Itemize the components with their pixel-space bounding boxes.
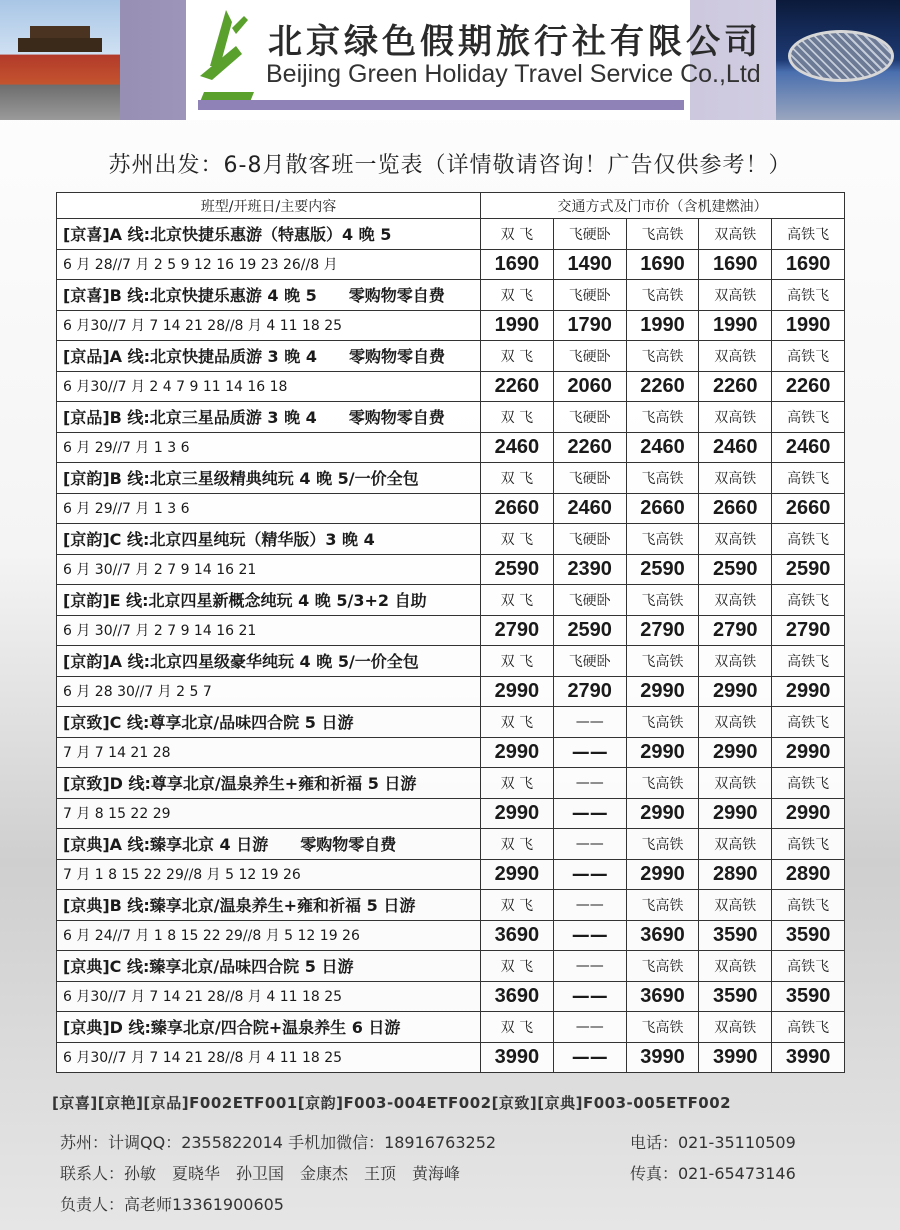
route-name-row bbox=[57, 585, 845, 616]
route-name: [京韵]A 线:北京四星级豪华纯玩 4 晚 5/一价全包 bbox=[57, 646, 481, 677]
price-cell: 2990 bbox=[626, 737, 699, 768]
transport-mode: —— bbox=[553, 890, 626, 921]
price-cell: 2660 bbox=[481, 493, 554, 524]
route-name-row bbox=[57, 280, 845, 311]
route-name-row bbox=[57, 1012, 845, 1043]
transport-mode: 高铁飞 bbox=[772, 219, 845, 250]
page-title: 苏州出发：6-8月散客班一览表（详情敬请咨询！广告仅供参考！） bbox=[108, 153, 792, 178]
transport-mode: 飞高铁 bbox=[626, 1012, 699, 1043]
departure-dates: 6 月 24//7 月 1 8 15 22 29//8 月 5 12 19 26 bbox=[57, 920, 481, 951]
transport-mode: 双 飞 bbox=[481, 768, 554, 799]
price-cell: 2260 bbox=[699, 371, 772, 402]
contact-persons: 联系人：孙敏 夏晓华 孙卫国 金康杰 王顶 黄海峰 bbox=[60, 1164, 461, 1183]
route-name: [京韵]C 线:北京四星纯玩（精华版）3 晚 4 bbox=[57, 524, 481, 555]
transport-mode: 双高铁 bbox=[699, 951, 772, 982]
route-name-row bbox=[57, 890, 845, 921]
contact-fax: 传真：021-65473146 bbox=[630, 1164, 796, 1183]
transport-mode: 双高铁 bbox=[699, 219, 772, 250]
transport-mode: 高铁飞 bbox=[772, 951, 845, 982]
transport-mode: 飞高铁 bbox=[626, 524, 699, 555]
price-cell: 2460 bbox=[626, 432, 699, 463]
price-cell: 1690 bbox=[772, 249, 845, 280]
price-cell: 3590 bbox=[772, 981, 845, 1012]
price-cell: 2460 bbox=[699, 432, 772, 463]
departure-dates: 6 月30//7 月 7 14 21 28//8 月 4 11 18 25 bbox=[57, 981, 481, 1012]
price-cell: 1690 bbox=[626, 249, 699, 280]
transport-mode: 双 飞 bbox=[481, 585, 554, 616]
transport-mode: 高铁飞 bbox=[772, 524, 845, 555]
transport-mode: 高铁飞 bbox=[772, 707, 845, 738]
route-name: [京品]A 线:北京快捷品质游 3 晚 4 零购物零自费 bbox=[57, 341, 481, 372]
departure-dates: 7 月 8 15 22 29 bbox=[57, 798, 481, 829]
transport-mode: 双 飞 bbox=[481, 951, 554, 982]
transport-mode: 双高铁 bbox=[699, 402, 772, 433]
logo-underline bbox=[198, 100, 684, 110]
price-cell: 2990 bbox=[772, 798, 845, 829]
transport-mode: 高铁飞 bbox=[772, 1012, 845, 1043]
price-cell: 2590 bbox=[553, 615, 626, 646]
transport-mode: 飞硬卧 bbox=[553, 524, 626, 555]
transport-mode: 高铁飞 bbox=[772, 890, 845, 921]
route-name: [京品]B 线:北京三星品质游 3 晚 4 零购物零自费 bbox=[57, 402, 481, 433]
price-cell: 1990 bbox=[481, 310, 554, 341]
transport-mode: 双高铁 bbox=[699, 585, 772, 616]
route-price-row bbox=[57, 798, 845, 829]
transport-mode: 双高铁 bbox=[699, 1012, 772, 1043]
price-cell: 2890 bbox=[772, 859, 845, 890]
price-cell: 1690 bbox=[699, 249, 772, 280]
route-name: [京致]C 线:尊享北京/品味四合院 5 日游 bbox=[57, 707, 481, 738]
route-price-row bbox=[57, 920, 845, 951]
price-cell: 2990 bbox=[481, 737, 554, 768]
route-price-row bbox=[57, 310, 845, 341]
route-name-row bbox=[57, 219, 845, 250]
transport-column-header: 交通方式及门市价（含机建燃油） bbox=[481, 193, 845, 219]
price-cell: 2460 bbox=[772, 432, 845, 463]
transport-mode: 飞硬卧 bbox=[553, 219, 626, 250]
price-cell: 3690 bbox=[626, 920, 699, 951]
transport-mode: 双高铁 bbox=[699, 768, 772, 799]
transport-mode: —— bbox=[553, 951, 626, 982]
transport-mode: 双高铁 bbox=[699, 524, 772, 555]
price-cell: —— bbox=[553, 920, 626, 951]
price-cell: 2260 bbox=[553, 432, 626, 463]
price-cell: 2990 bbox=[699, 798, 772, 829]
price-cell: 2890 bbox=[699, 859, 772, 890]
price-cell: 3990 bbox=[626, 1042, 699, 1073]
route-name: [京致]D 线:尊享北京/温泉养生+雍和祈福 5 日游 bbox=[57, 768, 481, 799]
transport-mode: 高铁飞 bbox=[772, 585, 845, 616]
price-cell: 2460 bbox=[481, 432, 554, 463]
transport-mode: 双 飞 bbox=[481, 402, 554, 433]
transport-mode: 双 飞 bbox=[481, 646, 554, 677]
transport-mode: 双高铁 bbox=[699, 646, 772, 677]
route-price-row bbox=[57, 249, 845, 280]
price-cell: 1490 bbox=[553, 249, 626, 280]
route-name: [京典]A 线:臻享北京 4 日游 零购物零自费 bbox=[57, 829, 481, 860]
departure-dates: 7 月 7 14 21 28 bbox=[57, 737, 481, 768]
transport-mode: 飞硬卧 bbox=[553, 341, 626, 372]
transport-mode: 飞高铁 bbox=[626, 585, 699, 616]
price-cell: 2990 bbox=[626, 798, 699, 829]
route-name: [京喜]B 线:北京快捷乐惠游 4 晚 5 零购物零自费 bbox=[57, 280, 481, 311]
transport-mode: 飞高铁 bbox=[626, 280, 699, 311]
transport-mode: 高铁飞 bbox=[772, 829, 845, 860]
route-name-row bbox=[57, 829, 845, 860]
green-holiday-logo-icon bbox=[196, 6, 266, 106]
transport-mode: —— bbox=[553, 768, 626, 799]
transport-mode: 双 飞 bbox=[481, 829, 554, 860]
route-name-row bbox=[57, 768, 845, 799]
route-name: [京喜]A 线:北京快捷乐惠游（特惠版）4 晚 5 bbox=[57, 219, 481, 250]
price-cell: 2990 bbox=[626, 676, 699, 707]
transport-mode: 飞高铁 bbox=[626, 890, 699, 921]
route-name: [京典]C 线:臻享北京/品味四合院 5 日游 bbox=[57, 951, 481, 982]
transport-mode: 飞硬卧 bbox=[553, 646, 626, 677]
license-codes: [京喜][京艳][京品]F002ETF001[京韵]F003-004ETF002[京致][京典]F003-005ETF002 bbox=[52, 1094, 732, 1112]
transport-mode: 双高铁 bbox=[699, 280, 772, 311]
transport-mode: 高铁飞 bbox=[772, 341, 845, 372]
price-cell: 1990 bbox=[699, 310, 772, 341]
transport-mode: 双 飞 bbox=[481, 524, 554, 555]
route-column-header: 班型/开班日/主要内容 bbox=[57, 193, 481, 219]
route-name-row bbox=[57, 341, 845, 372]
price-cell: 2990 bbox=[699, 676, 772, 707]
price-cell: 2990 bbox=[699, 737, 772, 768]
route-name: [京典]D 线:臻享北京/四合院+温泉养生 6 日游 bbox=[57, 1012, 481, 1043]
price-cell: 1990 bbox=[772, 310, 845, 341]
route-name-row bbox=[57, 951, 845, 982]
price-cell: 2990 bbox=[772, 737, 845, 768]
price-cell: 3990 bbox=[699, 1042, 772, 1073]
price-cell: 2790 bbox=[481, 615, 554, 646]
route-price-row bbox=[57, 859, 845, 890]
transport-mode: 双 飞 bbox=[481, 219, 554, 250]
contact-qq-phone: 苏州：计调QQ：2355822014 手机加微信：18916763252 bbox=[60, 1133, 497, 1152]
transport-mode: 飞高铁 bbox=[626, 463, 699, 494]
route-name-row bbox=[57, 707, 845, 738]
departure-dates: 6 月 28//7 月 2 5 9 12 16 19 23 26//8 月 bbox=[57, 249, 481, 280]
transport-mode: 飞硬卧 bbox=[553, 402, 626, 433]
route-price-row bbox=[57, 615, 845, 646]
route-price-row bbox=[57, 1042, 845, 1073]
transport-mode: 飞硬卧 bbox=[553, 585, 626, 616]
price-cell: 2060 bbox=[553, 371, 626, 402]
route-name-row bbox=[57, 646, 845, 677]
price-cell: 2590 bbox=[772, 554, 845, 585]
price-cell: —— bbox=[553, 859, 626, 890]
price-cell: 3590 bbox=[772, 920, 845, 951]
departure-dates: 6 月 28 30//7 月 2 5 7 bbox=[57, 676, 481, 707]
departure-dates: 6 月 29//7 月 1 3 6 bbox=[57, 432, 481, 463]
company-logo-box bbox=[186, 0, 762, 120]
transport-mode: 飞高铁 bbox=[626, 829, 699, 860]
price-cell: 3990 bbox=[481, 1042, 554, 1073]
route-price-row bbox=[57, 432, 845, 463]
price-cell: —— bbox=[553, 737, 626, 768]
price-cell: 1790 bbox=[553, 310, 626, 341]
transport-mode: —— bbox=[553, 1012, 626, 1043]
route-name: [京韵]E 线:北京四星新概念纯玩 4 晚 5/3+2 自助 bbox=[57, 585, 481, 616]
transport-mode: 高铁飞 bbox=[772, 646, 845, 677]
price-cell: 2260 bbox=[626, 371, 699, 402]
price-cell: 2990 bbox=[626, 859, 699, 890]
price-cell: 2990 bbox=[481, 798, 554, 829]
transport-mode: 飞硬卧 bbox=[553, 280, 626, 311]
route-price-row bbox=[57, 981, 845, 1012]
price-cell: 3590 bbox=[699, 981, 772, 1012]
price-cell: 2990 bbox=[481, 676, 554, 707]
schedule-table bbox=[56, 192, 845, 1073]
transport-mode: 高铁飞 bbox=[772, 402, 845, 433]
transport-mode: 双 飞 bbox=[481, 341, 554, 372]
departure-dates: 6 月30//7 月 2 4 7 9 11 14 16 18 bbox=[57, 371, 481, 402]
transport-mode: 飞高铁 bbox=[626, 219, 699, 250]
price-cell: 3690 bbox=[481, 920, 554, 951]
price-cell: —— bbox=[553, 798, 626, 829]
transport-mode: —— bbox=[553, 829, 626, 860]
price-cell: 2590 bbox=[699, 554, 772, 585]
route-price-row bbox=[57, 554, 845, 585]
transport-mode: 双 飞 bbox=[481, 890, 554, 921]
price-cell: 2590 bbox=[626, 554, 699, 585]
price-cell: 2990 bbox=[772, 676, 845, 707]
departure-dates: 6 月 29//7 月 1 3 6 bbox=[57, 493, 481, 524]
price-cell: 2590 bbox=[481, 554, 554, 585]
price-cell: 1990 bbox=[626, 310, 699, 341]
transport-mode: 高铁飞 bbox=[772, 768, 845, 799]
price-cell: 2990 bbox=[481, 859, 554, 890]
departure-dates: 7 月 1 8 15 22 29//8 月 5 12 19 26 bbox=[57, 859, 481, 890]
contact-manager: 负责人：高老师13361900605 bbox=[60, 1195, 284, 1214]
route-price-row bbox=[57, 493, 845, 524]
departure-dates: 6 月 30//7 月 2 7 9 14 16 21 bbox=[57, 615, 481, 646]
transport-mode: 双高铁 bbox=[699, 829, 772, 860]
route-name: [京典]B 线:臻享北京/温泉养生+雍和祈福 5 日游 bbox=[57, 890, 481, 921]
transport-mode: 双高铁 bbox=[699, 341, 772, 372]
transport-mode: 飞高铁 bbox=[626, 951, 699, 982]
transport-mode: 双 飞 bbox=[481, 280, 554, 311]
route-name-row bbox=[57, 402, 845, 433]
price-cell: 2660 bbox=[699, 493, 772, 524]
price-cell: 2790 bbox=[553, 676, 626, 707]
transport-mode: 双高铁 bbox=[699, 707, 772, 738]
route-name: [京韵]B 线:北京三星级精典纯玩 4 晚 5/一价全包 bbox=[57, 463, 481, 494]
table-header-row bbox=[57, 193, 845, 219]
contact-telephone: 电话：021-35110509 bbox=[630, 1133, 796, 1152]
departure-dates: 6 月30//7 月 7 14 21 28//8 月 4 11 18 25 bbox=[57, 310, 481, 341]
price-cell: —— bbox=[553, 981, 626, 1012]
transport-mode: 飞高铁 bbox=[626, 707, 699, 738]
transport-mode: 飞硬卧 bbox=[553, 463, 626, 494]
price-cell: 1690 bbox=[481, 249, 554, 280]
price-cell: 3590 bbox=[699, 920, 772, 951]
transport-mode: 飞高铁 bbox=[626, 646, 699, 677]
price-cell: 2660 bbox=[772, 493, 845, 524]
route-price-row bbox=[57, 676, 845, 707]
price-cell: 3690 bbox=[481, 981, 554, 1012]
price-cell: 2660 bbox=[626, 493, 699, 524]
transport-mode: 飞高铁 bbox=[626, 402, 699, 433]
birds-nest-photo bbox=[776, 0, 900, 120]
header-banner bbox=[0, 0, 900, 120]
route-name-row bbox=[57, 463, 845, 494]
price-cell: 2260 bbox=[481, 371, 554, 402]
company-name-en: Beijing Green Holiday Travel Service Co.,Ltd bbox=[266, 60, 761, 88]
transport-mode: 双 飞 bbox=[481, 1012, 554, 1043]
company-name-cn: 北京绿色假期旅行社有限公司 bbox=[268, 22, 762, 62]
price-cell: 2260 bbox=[772, 371, 845, 402]
price-cell: 2790 bbox=[626, 615, 699, 646]
transport-mode: 飞高铁 bbox=[626, 768, 699, 799]
departure-dates: 6 月30//7 月 7 14 21 28//8 月 4 11 18 25 bbox=[57, 1042, 481, 1073]
transport-mode: 双 飞 bbox=[481, 707, 554, 738]
transport-mode: 高铁飞 bbox=[772, 463, 845, 494]
transport-mode: 高铁飞 bbox=[772, 280, 845, 311]
transport-mode: —— bbox=[553, 707, 626, 738]
price-cell: 3690 bbox=[626, 981, 699, 1012]
route-price-row bbox=[57, 737, 845, 768]
price-cell: 2790 bbox=[772, 615, 845, 646]
transport-mode: 双 飞 bbox=[481, 463, 554, 494]
transport-mode: 飞高铁 bbox=[626, 341, 699, 372]
price-cell: 2790 bbox=[699, 615, 772, 646]
departure-dates: 6 月 30//7 月 2 7 9 14 16 21 bbox=[57, 554, 481, 585]
transport-mode: 双高铁 bbox=[699, 463, 772, 494]
price-cell: 2460 bbox=[553, 493, 626, 524]
price-cell: —— bbox=[553, 1042, 626, 1073]
price-cell: 2390 bbox=[553, 554, 626, 585]
route-price-row bbox=[57, 371, 845, 402]
tiananmen-photo bbox=[0, 0, 120, 120]
route-name-row bbox=[57, 524, 845, 555]
transport-mode: 双高铁 bbox=[699, 890, 772, 921]
price-cell: 3990 bbox=[772, 1042, 845, 1073]
